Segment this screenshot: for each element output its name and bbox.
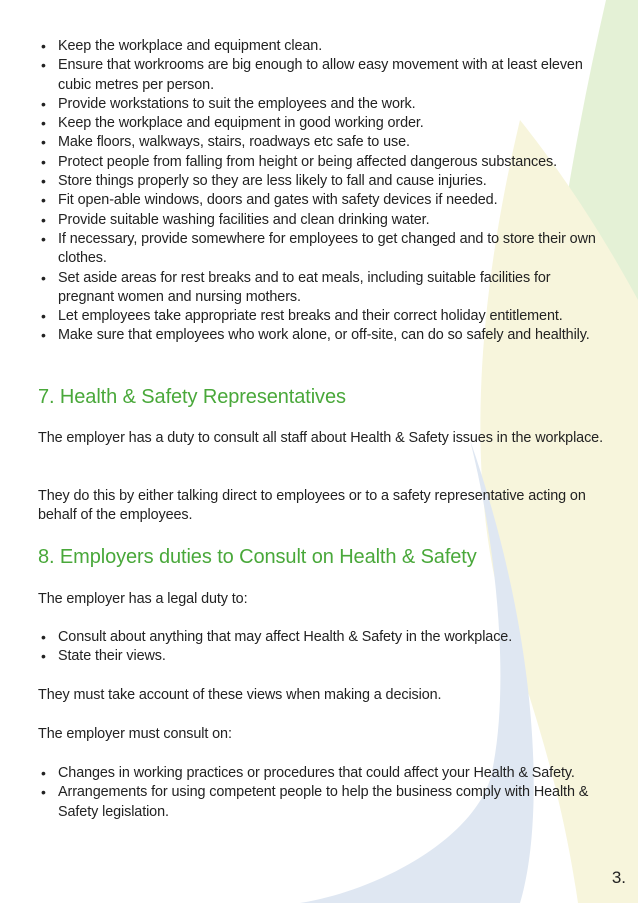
page-number: 3.: [611, 868, 626, 887]
list-item: • Provide workstations to suit the employees and the work.: [38, 95, 608, 114]
list-item: • Store things properly so they are less likely to fall and cause injuries.: [38, 172, 608, 191]
section-8-account-text: They must take account of these views when making a decision.: [38, 687, 442, 703]
section-7-heading: 7. Health & Safety Representatives: [38, 386, 346, 408]
section-8-consult-intro: The employer must consult on:: [38, 726, 232, 742]
list-item: • Make sure that employees who work alone, or off-site, can do so safely and healthily.: [38, 326, 608, 345]
list-item: • Provide suitable washing facilities and clean drinking water.: [38, 211, 608, 230]
workplace-duties-list: [38, 37, 608, 346]
list-item: • Changes in working practices or procedures that could affect your Health & Safety.: [38, 764, 608, 783]
list-item: • Consult about anything that may affect Health & Safety in the workplace.: [38, 628, 608, 647]
list-item: • Ensure that workrooms are big enough to allow easy movement with at least eleven cubic metres per person.: [38, 56, 608, 95]
consultation-topics-list: [38, 764, 608, 822]
list-item: • State their views.: [38, 647, 608, 666]
list-item: • Arrangements for using competent people to help the business comply with Health & Safety legislation.: [38, 783, 608, 822]
list-item: • Keep the workplace and equipment in good working order.: [38, 114, 608, 133]
list-item: • If necessary, provide somewhere for employees to get changed and to store their own clothes.: [38, 230, 608, 269]
list-item: • Make floors, walkways, stairs, roadways etc safe to use.: [38, 133, 608, 152]
section-8-heading: 8. Employers duties to Consult on Health & Safety: [38, 546, 477, 568]
list-item: • Protect people from falling from height or being affected dangerous substances.: [38, 153, 608, 172]
section-7-paragraph-2: They do this by either talking direct to employees or to a safety representative acting on behalf of the employees.: [38, 488, 586, 524]
employer-duties-list: [38, 628, 608, 667]
section-8-intro: The employer has a legal duty to:: [38, 591, 248, 607]
section-7-paragraph-1: The employer has a duty to consult all staff about Health & Safety issues in the workplace.: [38, 430, 603, 446]
list-item: • Keep the workplace and equipment clean.: [38, 37, 608, 56]
list-item: • Set aside areas for rest breaks and to eat meals, including suitable facilities for pregnant women and nursing mothers.: [38, 269, 608, 308]
list-item: • Fit open-able windows, doors and gates with safety devices if needed.: [38, 191, 608, 210]
list-item: • Let employees take appropriate rest breaks and their correct holiday entitlement.: [38, 307, 608, 326]
